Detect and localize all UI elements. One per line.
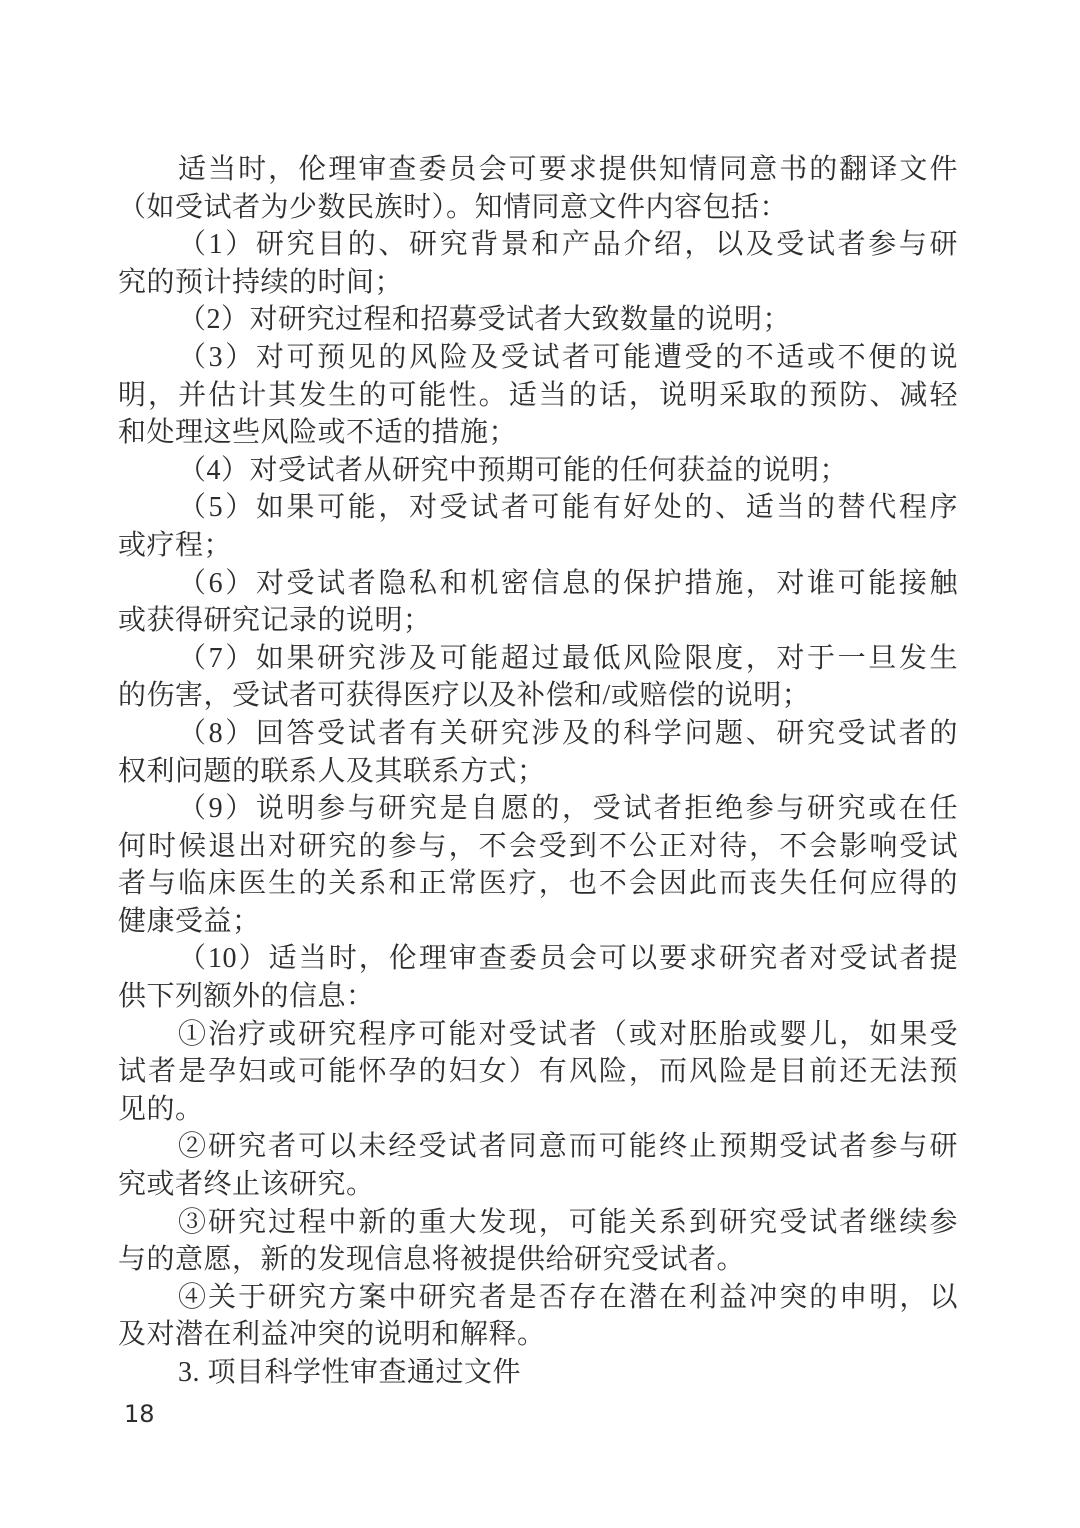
text-line: 与的意愿，新的发现信息将被提供给研究受试者。	[118, 1244, 746, 1276]
text-line: ④关于研究方案中研究者是否存在潜在利益冲突的申明，以	[178, 1281, 958, 1313]
text-line: （3）对可预见的风险及受试者可能遭受的不适或不便的说	[178, 341, 958, 373]
text-line: （10）适当时，伦理审查委员会可以要求研究者对受试者提	[178, 943, 958, 975]
text-line: （4）对受试者从研究中预期可能的任何获益的说明；	[178, 454, 849, 486]
text-line: （7）如果研究涉及可能超过最低风险限度，对于一旦发生	[178, 642, 958, 674]
text-line: 和处理这些风险或不适的措施；	[118, 417, 518, 449]
text-line: ③研究过程中新的重大发现，可能关系到研究受试者继续参	[178, 1206, 958, 1238]
text-line: 适当时，伦理审查委员会可要求提供知情同意书的翻译文件	[178, 154, 958, 185]
text-line: 见的。	[118, 1093, 204, 1125]
text-line: （1）研究目的、研究背景和产品介绍，以及受试者参与研	[178, 229, 958, 261]
text-line: 明，并估计其发生的可能性。适当的话，说明采取的预防、减轻	[118, 379, 958, 411]
text-line: 究的预计持续的时间；	[118, 266, 404, 298]
text-line: （9）说明参与研究是自愿的，受试者拒绝参与研究或在任	[178, 793, 958, 825]
text-line: ②研究者可以未经受试者同意而可能终止预期受试者参与研	[178, 1131, 958, 1163]
text-line: （2）对研究过程和招募受试者大致数量的说明；	[178, 304, 792, 336]
text-line: （8）回答受试者有关研究涉及的科学问题、研究受试者的	[178, 717, 958, 749]
document-body	[118, 151, 958, 1392]
text-line: 究或者终止该研究。	[118, 1169, 375, 1201]
text-line: 健康受益；	[118, 905, 261, 937]
text-line: 试者是孕妇或可能怀孕的妇女）有风险，而风险是目前还无法预	[118, 1056, 958, 1088]
text-line: 的伤害，受试者可获得医疗以及补偿和/或赔偿的说明；	[118, 680, 811, 712]
text-line: 或疗程；	[118, 529, 233, 561]
text-line: （6）对受试者隐私和机密信息的保护措施，对谁可能接触	[178, 567, 958, 599]
text-line: 及对潜在利益冲突的说明和解释。	[118, 1319, 546, 1351]
page-number: 18	[124, 1400, 155, 1428]
text-line: 3. 项目科学性审查通过文件	[178, 1357, 522, 1388]
text-line: （5）如果可能，对受试者可能有好处的、适当的替代程序	[178, 492, 958, 524]
text-line: （如受试者为少数民族时）。知情同意文件内容包括：	[118, 191, 789, 223]
text-line: 供下列额外的信息：	[118, 981, 375, 1013]
text-line: 何时候退出对研究的参与，不会受到不公正对待，不会影响受试	[118, 830, 958, 862]
text-line: 权利问题的联系人及其联系方式；	[118, 755, 546, 787]
text-line: 或获得研究记录的说明；	[118, 605, 432, 637]
text-line: 者与临床医生的关系和正常医疗，也不会因此而丧失任何应得的	[118, 868, 958, 900]
text-line: ①治疗或研究程序可能对受试者（或对胚胎或婴儿，如果受	[178, 1018, 958, 1050]
